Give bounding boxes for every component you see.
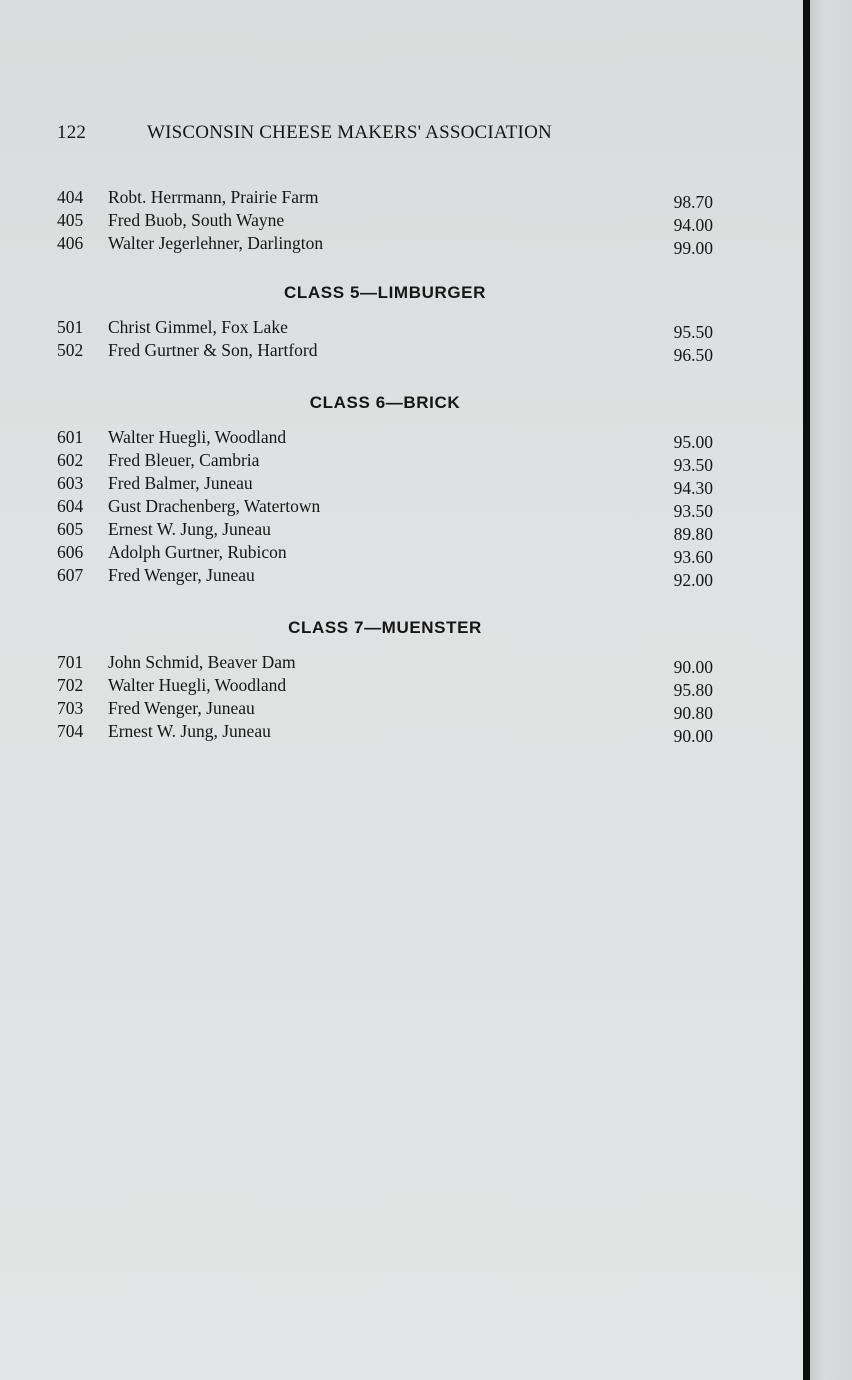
entry-score: 90.00 [673, 657, 713, 677]
entry-row [57, 651, 713, 677]
entry-number: 605 [57, 519, 84, 539]
entry-name: Fred Wenger, Juneau [108, 698, 255, 718]
entry-row [57, 541, 713, 567]
entry-name: Fred Wenger, Juneau [108, 565, 255, 585]
entry-score: 94.00 [673, 215, 713, 235]
entry-row [57, 720, 713, 746]
page-edge [810, 0, 852, 1380]
entry-number: 501 [57, 317, 84, 337]
entry-number: 604 [57, 496, 84, 516]
entry-number: 702 [57, 675, 84, 695]
entry-row [57, 232, 713, 258]
entry-name: Christ Gimmel, Fox Lake [108, 317, 288, 337]
entry-row [57, 339, 713, 365]
entry-number: 405 [57, 210, 84, 230]
entry-score: 90.80 [673, 703, 713, 723]
entry-score: 90.00 [673, 726, 713, 746]
entry-score: 96.50 [673, 345, 713, 365]
entry-name: Fred Bleuer, Cambria [108, 450, 260, 470]
entry-row [57, 518, 713, 544]
entry-score: 93.50 [673, 501, 713, 521]
entry-score: 95.00 [673, 432, 713, 452]
entry-row [57, 674, 713, 700]
entry-number: 601 [57, 427, 84, 447]
entry-score: 92.00 [673, 570, 713, 590]
class-6-heading: CLASS 6—BRICK [309, 393, 461, 412]
running-title: WISCONSIN CHEESE MAKERS' ASSOCIATION [147, 122, 552, 143]
entry-name: Walter Huegli, Woodland [108, 675, 287, 695]
entry-number: 703 [57, 698, 84, 718]
entry-score: 93.50 [673, 455, 713, 475]
entry-score: 95.50 [673, 322, 713, 342]
entry-score: 95.80 [673, 680, 713, 700]
entry-row [57, 697, 713, 723]
entry-number: 404 [57, 187, 84, 207]
page-number: 122 [57, 122, 87, 143]
entry-name: John Schmid, Beaver Dam [108, 652, 296, 672]
entry-number: 704 [57, 721, 84, 741]
entry-name: Ernest W. Jung, Juneau [108, 519, 271, 539]
entry-row [57, 316, 713, 342]
entry-name: Fred Gurtner & Son, Hartford [108, 340, 318, 360]
entry-score: 94.30 [673, 478, 713, 498]
entry-number: 603 [57, 473, 84, 493]
entry-row [57, 564, 713, 590]
entry-name: Ernest W. Jung, Juneau [108, 721, 271, 741]
entry-row [57, 449, 713, 475]
entry-score: 99.00 [673, 238, 713, 258]
entry-number: 406 [57, 233, 84, 253]
entry-number: 602 [57, 450, 84, 470]
entry-name: Fred Balmer, Juneau [108, 473, 253, 493]
class-5-heading: CLASS 5—LIMBURGER [284, 283, 486, 302]
entry-name: Gust Drachenberg, Watertown [108, 496, 321, 516]
entry-row [57, 209, 713, 235]
entry-name: Walter Jegerlehner, Darlington [108, 233, 324, 253]
entry-name: Fred Buob, South Wayne [108, 210, 285, 230]
entry-number: 502 [57, 340, 84, 360]
entry-number: 606 [57, 542, 84, 562]
class-7-heading: CLASS 7—MUENSTER [288, 618, 482, 637]
running-header [57, 118, 657, 148]
entry-number: 701 [57, 652, 84, 672]
entry-score: 98.70 [673, 192, 713, 212]
entry-row [57, 472, 713, 498]
entry-row [57, 186, 713, 212]
page-binding-shadow [803, 0, 810, 1380]
entry-name: Walter Huegli, Woodland [108, 427, 287, 447]
entry-score: 93.60 [673, 547, 713, 567]
entry-name: Robt. Herrmann, Prairie Farm [108, 187, 319, 207]
entry-number: 607 [57, 565, 84, 585]
entry-row [57, 426, 713, 452]
entry-score: 89.80 [673, 524, 713, 544]
entry-row [57, 495, 713, 521]
entry-name: Adolph Gurtner, Rubicon [108, 542, 287, 562]
